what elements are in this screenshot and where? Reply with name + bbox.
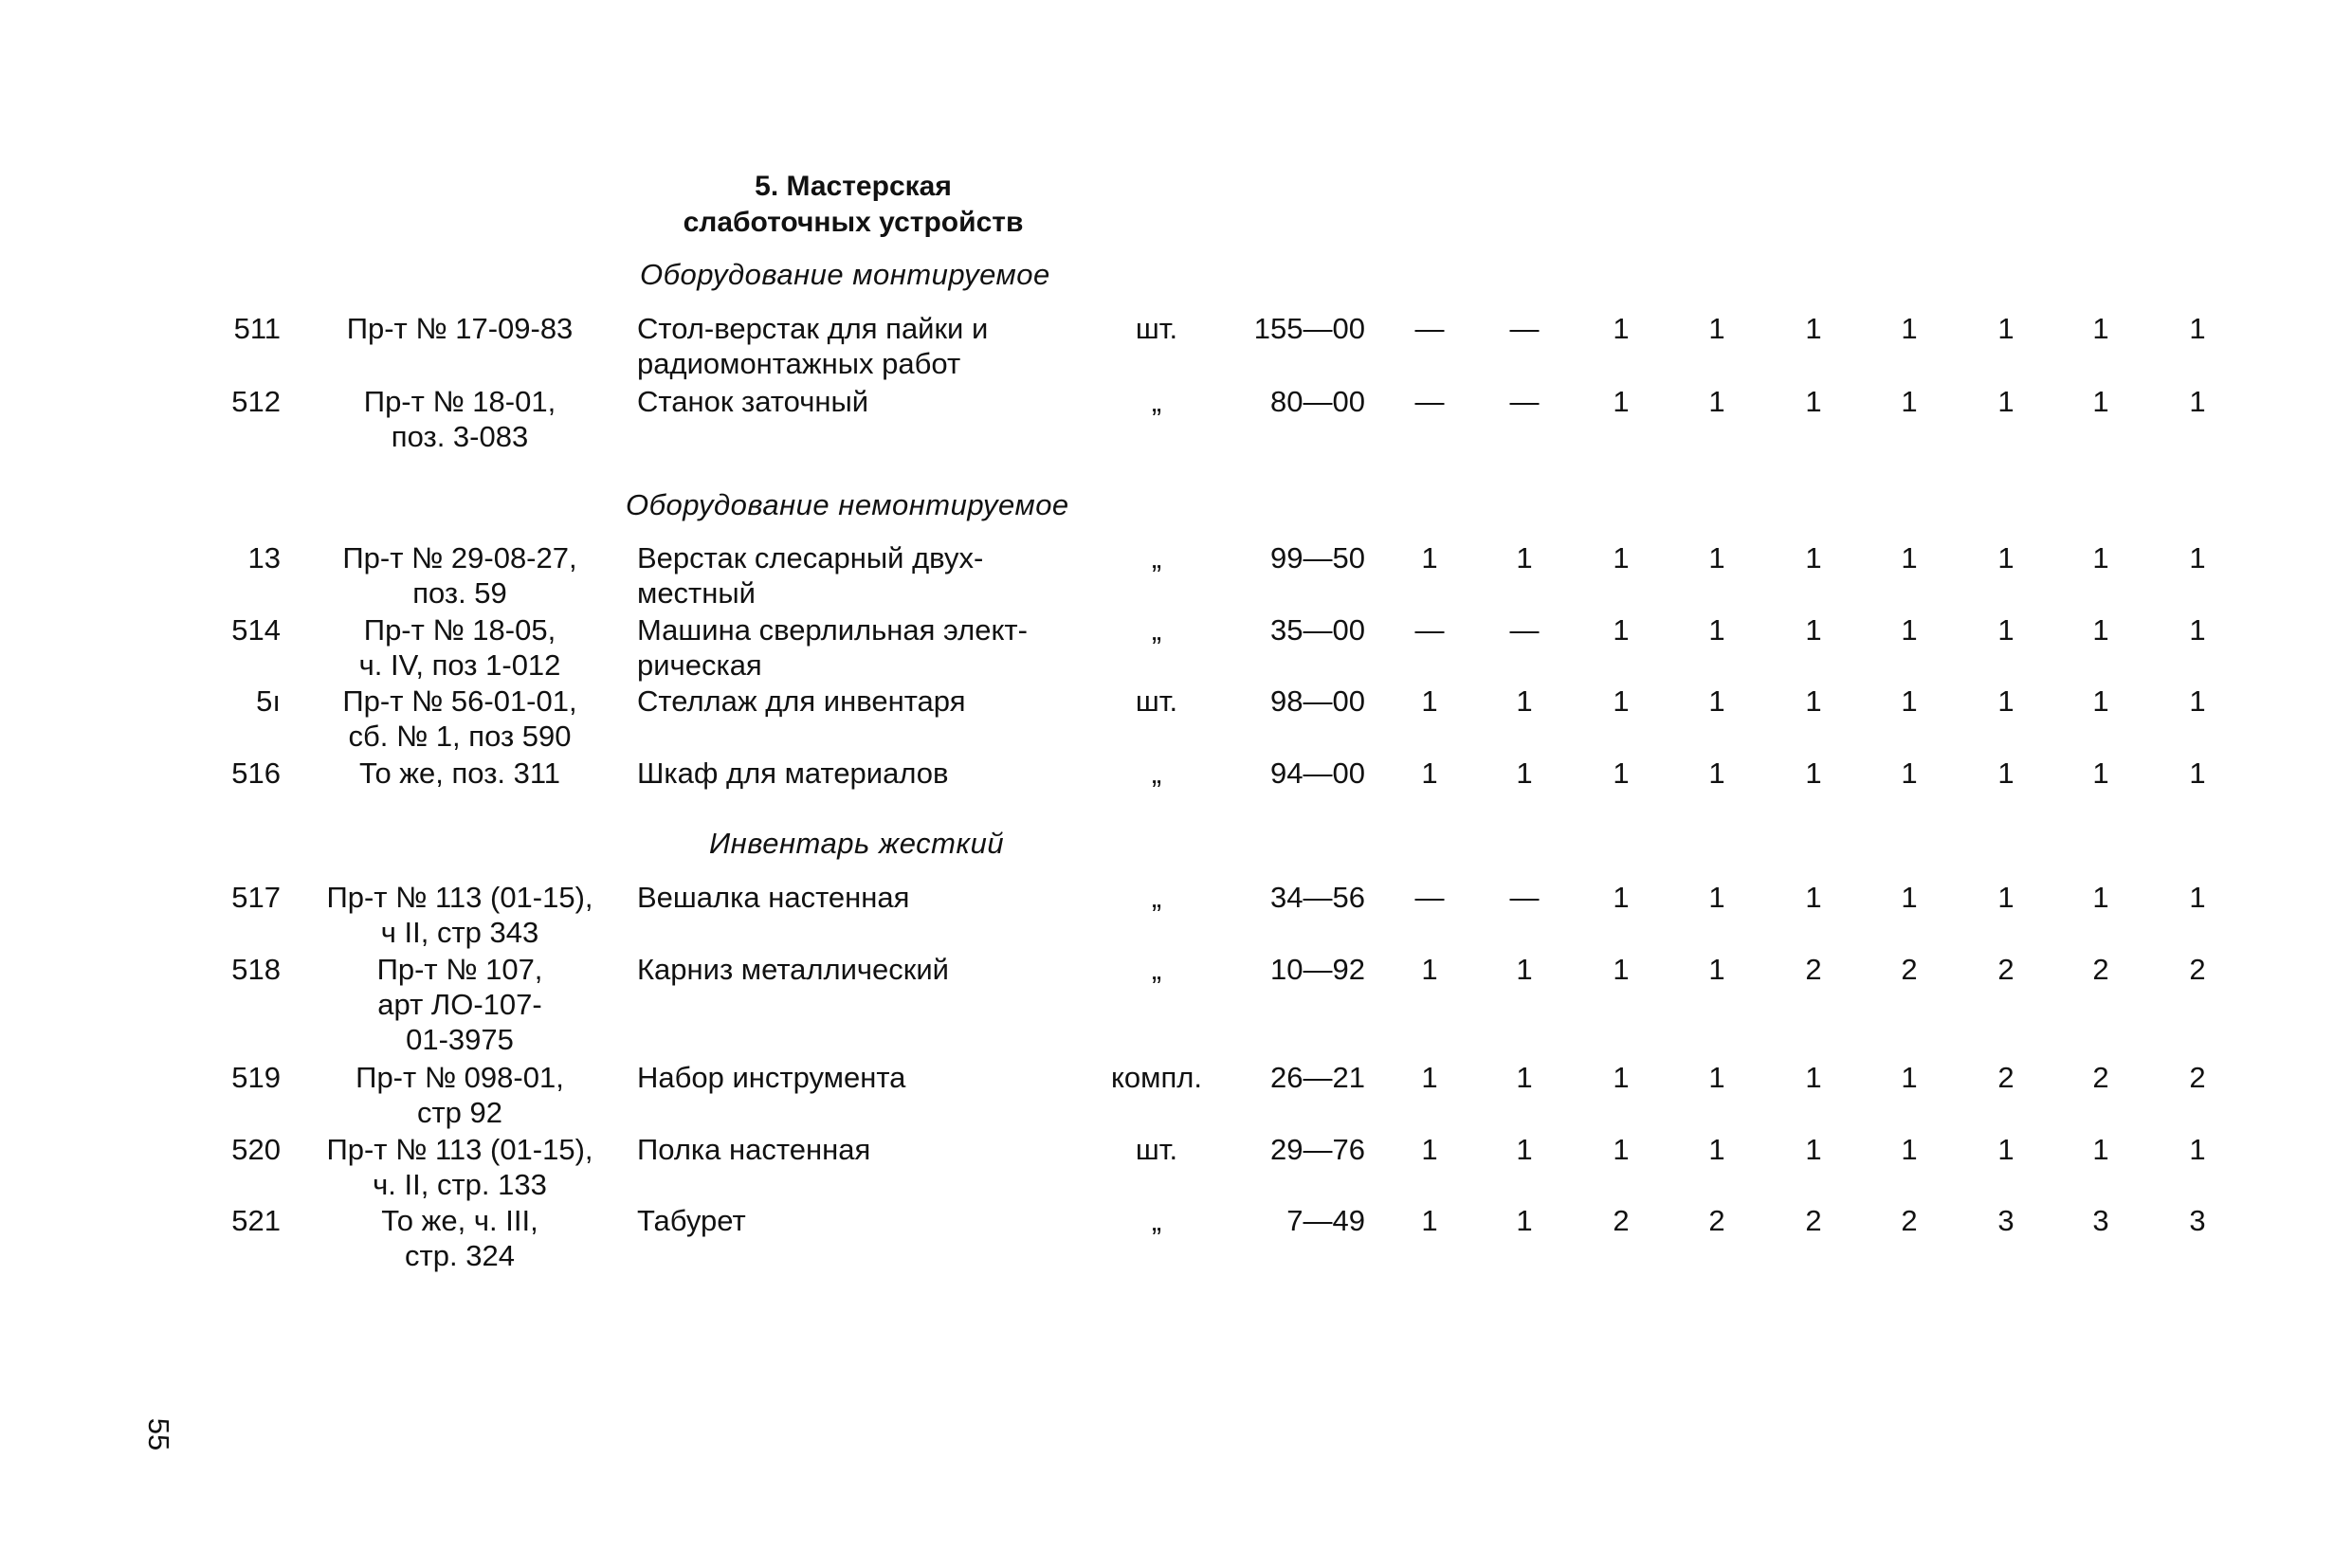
quantity-cell: 1 [1997, 613, 2015, 647]
section-title-line2: слаботочных устройств [683, 207, 1024, 238]
quantity-cell: 1 [1901, 881, 1918, 914]
price: 26—21 [1270, 1061, 1365, 1094]
item-name-line1: Набор инструмента [637, 1061, 906, 1094]
row-number: 5ı [256, 684, 281, 718]
reference-line2: арт ЛО-107- [377, 988, 542, 1021]
reference-line1: Пр-т № 107, [376, 953, 543, 986]
quantity-cell: 1 [1613, 312, 1630, 345]
quantity-cell: 1 [1613, 684, 1630, 718]
price: 99—50 [1270, 541, 1365, 574]
price: 94—00 [1270, 757, 1365, 790]
quantity-cell: 1 [1421, 757, 1438, 790]
reference-line1: Пр-т № 18-05, [363, 613, 556, 647]
price: 34—56 [1270, 881, 1365, 914]
quantity-cell: 1 [1708, 541, 1725, 574]
quantity-cell: 3 [2092, 1204, 2109, 1237]
quantity-cell: — [1509, 312, 1540, 345]
quantity-cell: — [1414, 385, 1445, 418]
quantity-cell: 1 [1997, 312, 2015, 345]
reference-line2: стр. 324 [405, 1239, 515, 1272]
row-number: 516 [231, 757, 281, 790]
quantity-cell: 1 [2092, 541, 2109, 574]
quantity-cell: — [1509, 613, 1540, 647]
quantity-cell: 1 [2092, 613, 2109, 647]
quantity-cell: 1 [2189, 541, 2206, 574]
row-number: 520 [231, 1133, 281, 1166]
quantity-cell: 1 [1997, 684, 2015, 718]
quantity-cell: 2 [1901, 1204, 1918, 1237]
quantity-cell: 1 [1805, 385, 1822, 418]
item-name-line1: Полка настенная [637, 1133, 871, 1166]
quantity-cell: 1 [1613, 1133, 1630, 1166]
quantity-cell: 1 [1421, 1061, 1438, 1094]
quantity-cell: 1 [1805, 541, 1822, 574]
quantity-cell: 1 [1708, 385, 1725, 418]
quantity-cell: 1 [1708, 881, 1725, 914]
quantity-cell: 1 [2189, 385, 2206, 418]
quantity-cell: 2 [1613, 1204, 1630, 1237]
quantity-cell: 1 [1421, 953, 1438, 986]
price: 35—00 [1270, 613, 1365, 647]
row-number: 519 [231, 1061, 281, 1094]
unit: „ [1151, 953, 1162, 986]
price: 80—00 [1270, 385, 1365, 418]
quantity-cell: 1 [1901, 1061, 1918, 1094]
reference-line3: 01-3975 [406, 1023, 514, 1056]
reference-line2: поз. 59 [412, 576, 507, 610]
reference-line1: Пр-т № 29-08-27, [342, 541, 577, 574]
quantity-cell: 1 [2092, 312, 2109, 345]
item-name-line1: Шкаф для материалов [637, 757, 949, 790]
quantity-cell: 1 [2189, 1133, 2206, 1166]
quantity-cell: 2 [1997, 953, 2015, 986]
quantity-cell: 1 [2189, 881, 2206, 914]
unit: шт. [1135, 1133, 1178, 1166]
unit: „ [1151, 757, 1162, 790]
quantity-cell: 1 [1613, 881, 1630, 914]
quantity-cell: 1 [1901, 1133, 1918, 1166]
quantity-cell: 1 [2092, 1133, 2109, 1166]
quantity-cell: 1 [2092, 385, 2109, 418]
quantity-cell: 1 [1805, 757, 1822, 790]
quantity-cell: 1 [1516, 953, 1533, 986]
item-name-line1: Станок заточный [637, 385, 869, 418]
quantity-cell: 1 [1997, 541, 2015, 574]
quantity-cell: — [1414, 881, 1445, 914]
price: 29—76 [1270, 1133, 1365, 1166]
reference-line1: То же, поз. 311 [358, 757, 561, 790]
section-title-line1: 5. Мастерская [755, 171, 952, 202]
quantity-cell: 3 [1997, 1204, 2015, 1237]
quantity-cell: 2 [1708, 1204, 1725, 1237]
quantity-cell: 1 [1516, 684, 1533, 718]
item-name-line1: Стеллаж для инвентаря [637, 684, 966, 718]
quantity-cell: 1 [1901, 613, 1918, 647]
reference-line2: сб. № 1, поз 590 [348, 720, 572, 753]
quantity-cell: 1 [1516, 1133, 1533, 1166]
quantity-cell: 1 [1613, 385, 1630, 418]
quantity-cell: — [1414, 312, 1445, 345]
quantity-cell: 1 [1805, 1133, 1822, 1166]
row-number: 514 [231, 613, 281, 647]
quantity-cell: 1 [1805, 613, 1822, 647]
row-number: 517 [231, 881, 281, 914]
quantity-cell: 1 [1805, 881, 1822, 914]
quantity-cell: 1 [1421, 1133, 1438, 1166]
quantity-cell: 1 [1613, 953, 1630, 986]
item-name-line2: рическая [637, 648, 762, 682]
quantity-cell: 1 [1901, 385, 1918, 418]
quantity-cell: 1 [1613, 1061, 1630, 1094]
unit: компл. [1111, 1061, 1202, 1094]
row-number: 511 [233, 312, 281, 345]
unit: „ [1151, 613, 1162, 647]
quantity-cell: 1 [1805, 684, 1822, 718]
item-name-line1: Машина сверлильная элект- [637, 613, 1028, 647]
item-name-line1: Верстак слесарный двух- [637, 541, 984, 574]
row-number: 518 [231, 953, 281, 986]
item-name-line1: Вешалка настенная [637, 881, 910, 914]
price: 10—92 [1270, 953, 1365, 986]
reference-line1: Пр-т № 098-01, [356, 1061, 564, 1094]
quantity-cell: 2 [1805, 953, 1822, 986]
unit: „ [1151, 1204, 1162, 1237]
quantity-cell: 1 [2189, 613, 2206, 647]
quantity-cell: 1 [1516, 1061, 1533, 1094]
item-name-line1: Табурет [637, 1204, 746, 1237]
quantity-cell: 1 [1997, 881, 2015, 914]
quantity-cell: 1 [1421, 1204, 1438, 1237]
unit: „ [1151, 881, 1162, 914]
reference-line2: ч. IV, поз 1-012 [358, 648, 561, 682]
reference-line1: Пр-т № 17-09-83 [346, 312, 574, 345]
quantity-cell: — [1414, 613, 1445, 647]
quantity-cell: 2 [2092, 953, 2109, 986]
quantity-cell: 1 [1805, 312, 1822, 345]
quantity-cell: 1 [1997, 1133, 2015, 1166]
quantity-cell: 1 [1901, 541, 1918, 574]
quantity-cell: 2 [2189, 1061, 2206, 1094]
item-name-line1: Стол-верстак для пайки и [637, 312, 989, 345]
quantity-cell: 1 [1613, 757, 1630, 790]
quantity-cell: 1 [2092, 757, 2109, 790]
quantity-cell: 1 [1805, 1061, 1822, 1094]
quantity-cell: 1 [1708, 953, 1725, 986]
quantity-cell: 1 [2189, 757, 2206, 790]
quantity-cell: — [1509, 881, 1540, 914]
unit: „ [1151, 541, 1162, 574]
quantity-cell: 1 [2092, 881, 2109, 914]
item-name-line2: местный [637, 576, 756, 610]
quantity-cell: 1 [2189, 312, 2206, 345]
quantity-cell: 1 [1708, 613, 1725, 647]
quantity-cell: 1 [1516, 757, 1533, 790]
row-number: 521 [231, 1204, 281, 1237]
row-number: 512 [231, 385, 281, 418]
quantity-cell: 2 [2092, 1061, 2109, 1094]
quantity-cell: 2 [1997, 1061, 2015, 1094]
quantity-cell: 1 [1613, 613, 1630, 647]
quantity-cell: 1 [1516, 1204, 1533, 1237]
quantity-cell: 3 [2189, 1204, 2206, 1237]
reference-line1: Пр-т № 113 (01-15), [326, 1133, 593, 1166]
reference-line1: То же, ч. III, [381, 1204, 538, 1237]
quantity-cell: 1 [1516, 541, 1533, 574]
quantity-cell: 1 [1708, 1061, 1725, 1094]
quantity-cell: 1 [2189, 684, 2206, 718]
reference-line1: Пр-т № 56-01-01, [342, 684, 577, 718]
quantity-cell: — [1509, 385, 1540, 418]
group-title-hard-inventory: Инвентарь жесткий [709, 827, 1005, 860]
quantity-cell: 2 [1805, 1204, 1822, 1237]
quantity-cell: 1 [1901, 757, 1918, 790]
unit: шт. [1135, 684, 1178, 718]
quantity-cell: 1 [1708, 757, 1725, 790]
reference-line1: Пр-т № 18-01, [363, 385, 556, 418]
reference-line2: ч II, стр 343 [380, 916, 539, 949]
unit: „ [1151, 385, 1162, 418]
price: 98—00 [1270, 684, 1365, 718]
unit: шт. [1135, 312, 1178, 345]
reference-line2: поз. 3-083 [391, 420, 529, 453]
reference-line1: Пр-т № 113 (01-15), [326, 881, 593, 914]
quantity-cell: 1 [1997, 385, 2015, 418]
quantity-cell: 1 [1421, 684, 1438, 718]
price: 7—49 [1286, 1204, 1365, 1237]
item-name-line1: Карниз металлический [637, 953, 949, 986]
quantity-cell: 2 [2189, 953, 2206, 986]
reference-line2: ч. II, стр. 133 [373, 1168, 547, 1201]
quantity-cell: 1 [1708, 1133, 1725, 1166]
reference-line2: стр 92 [416, 1096, 503, 1129]
quantity-cell: 1 [1421, 541, 1438, 574]
page-number: 55 [142, 1417, 176, 1451]
group-title-unmounted: Оборудование немонтируемое [626, 488, 1069, 521]
quantity-cell: 1 [1997, 757, 2015, 790]
quantity-cell: 2 [1901, 953, 1918, 986]
row-number: 13 [247, 541, 281, 574]
quantity-cell: 1 [1613, 541, 1630, 574]
price: 155—00 [1253, 312, 1365, 345]
item-name-line2: радиомонтажных работ [637, 347, 961, 380]
quantity-cell: 1 [1708, 312, 1725, 345]
quantity-cell: 1 [1708, 684, 1725, 718]
quantity-cell: 1 [2092, 684, 2109, 718]
quantity-cell: 1 [1901, 312, 1918, 345]
group-title-mounted: Оборудование монтируемое [640, 258, 1050, 291]
quantity-cell: 1 [1901, 684, 1918, 718]
